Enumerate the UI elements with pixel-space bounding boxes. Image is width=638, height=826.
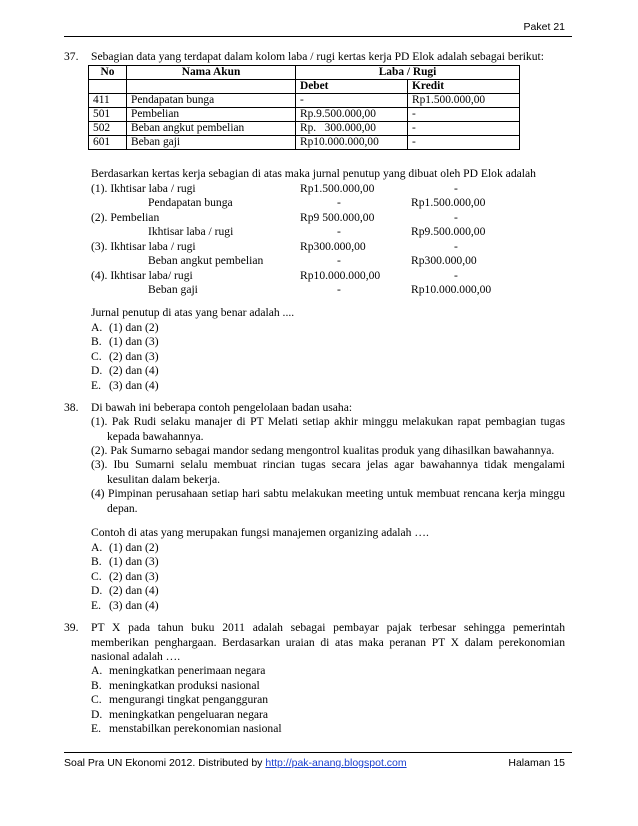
cell-no: 411: [89, 94, 127, 108]
q39-option-d[interactable]: [91, 708, 268, 722]
journal-account: Ikhtisar laba / rugi: [148, 225, 234, 238]
journal-debit: -: [337, 254, 341, 267]
cell-kredit: -: [408, 136, 520, 150]
footer-divider: [64, 752, 572, 753]
journal-credit: Rp10.000.000,00: [411, 283, 492, 296]
journal-credit: -: [454, 269, 458, 282]
footer-prefix: Soal Pra UN Ekonomi 2012. Distributed by: [64, 757, 263, 769]
q37-stem: Sebagian data yang terdapat dalam kolom laba / rugi kertas kerja PD Elok adalah sebagai berikut:: [91, 50, 544, 63]
q38-number: 38.: [64, 401, 79, 414]
q38-option-e[interactable]: [91, 599, 159, 613]
cell-kredit: Rp1.500.000,00: [408, 94, 520, 108]
q39-option-c[interactable]: [91, 693, 268, 707]
journal-account: Pendapatan bunga: [148, 196, 233, 209]
option-text: (2) dan (3): [109, 350, 159, 363]
option-letter: A.: [91, 321, 103, 334]
option-letter: A.: [91, 664, 103, 677]
journal-debit: -: [337, 196, 341, 209]
journal-credit: Rp1.500.000,00: [411, 196, 486, 209]
journal-debit: Rp9 500.000,00: [300, 211, 375, 224]
q38-question: Contoh di atas yang merupakan fungsi manajemen organizing adalah ….: [91, 526, 429, 539]
q38-stem: Di bawah ini beberapa contoh pengelolaan badan usaha:: [91, 401, 353, 414]
option-text: (1) dan (3): [109, 335, 159, 348]
q39-stem: PT X pada tahun buku 2011 adalah sebagai pembayar pajak terbesar sehingga pemerintah memberikan penghargaan. Berdasarkan uraian di atas maka peranan PT X dalam perekonomian nasional adalah ….: [91, 621, 565, 663]
option-text: meningkatkan produksi nasional: [109, 679, 260, 692]
q37-option-e[interactable]: [91, 379, 159, 393]
q37-number: 37.: [64, 50, 79, 63]
option-text: meningkatkan penerimaan negara: [109, 664, 266, 677]
cell-kredit: -: [408, 108, 520, 122]
footer-source: [64, 757, 407, 769]
option-letter: B.: [91, 679, 102, 692]
option-letter: B.: [91, 555, 102, 568]
q38-item-2: (2). Pak Sumarno sebagai mandor sedang mengontrol kualitas produk yang dihasilkan bawahannya.: [91, 444, 555, 457]
option-letter: C.: [91, 570, 102, 583]
option-letter: E.: [91, 599, 101, 612]
q38-option-c[interactable]: [91, 570, 159, 584]
option-text: (3) dan (4): [109, 599, 159, 612]
q38-option-d[interactable]: [91, 584, 159, 598]
q38-option-b[interactable]: [91, 555, 159, 569]
col-no-header: No: [89, 66, 127, 80]
option-letter: D.: [91, 708, 103, 721]
option-text: menstabilkan perekonomian nasional: [109, 722, 282, 735]
q39-option-e[interactable]: [91, 722, 282, 736]
q38-item-4: (4) Pimpinan perusahaan setiap hari sabtu melakukan meeting untuk membuat rencana kerja minggu depan.: [91, 487, 565, 515]
q38-item-3: (3). Ibu Sumarni selalu membuat rincian tugas secara jelas agar bawahannya tidak mengalami kesulitan dalam bekerja.: [91, 458, 565, 486]
col-laba-rugi-header: Laba / Rugi: [296, 66, 520, 80]
option-letter: A.: [91, 541, 103, 554]
journal-debit: Rp300.000,00: [300, 240, 366, 253]
option-text: (3) dan (4): [109, 379, 159, 392]
blank-cell: [127, 80, 296, 94]
cell-debet: Rp.9.500.000,00: [296, 108, 408, 122]
cell-no: 502: [89, 122, 127, 136]
journal-debit: -: [337, 283, 341, 296]
option-letter: E.: [91, 722, 101, 735]
cell-name: Pendapatan bunga: [127, 94, 296, 108]
cell-kredit: -: [408, 122, 520, 136]
header-divider: [64, 36, 572, 37]
cell-name: Beban angkut pembelian: [127, 122, 296, 136]
option-letter: C.: [91, 350, 102, 363]
journal-account: Beban gaji: [148, 283, 198, 296]
option-letter: C.: [91, 693, 102, 706]
q39-number: 39.: [64, 621, 79, 634]
table-row: [89, 136, 520, 150]
col-kredit-header: Kredit: [408, 80, 520, 94]
col-name-header: Nama Akun: [127, 66, 296, 80]
cell-no: 501: [89, 108, 127, 122]
profit-loss-table: [88, 65, 520, 150]
journal-account: (4). Ikhtisar laba/ rugi: [91, 269, 193, 282]
cell-name: Beban gaji: [127, 136, 296, 150]
journal-debit: Rp1.500.000,00: [300, 182, 375, 195]
option-text: (1) dan (2): [109, 321, 159, 334]
journal-debit: -: [337, 225, 341, 238]
journal-account: (3). Ikhtisar laba / rugi: [91, 240, 196, 253]
option-letter: E.: [91, 379, 101, 392]
journal-account: (1). Ikhtisar laba / rugi: [91, 182, 196, 195]
option-letter: D.: [91, 364, 103, 377]
blank-cell: [89, 80, 127, 94]
table-row: [89, 108, 520, 122]
option-text: meningkatkan pengeluaran negara: [109, 708, 269, 721]
footer-page-number: Halaman 15: [508, 757, 565, 769]
cell-name: Pembelian: [127, 108, 296, 122]
q37-intro: Berdasarkan kertas kerja sebagian di atas maka jurnal penutup yang dibuat oleh PD Elok adalah: [91, 167, 536, 180]
cell-debet: Rp10.000.000,00: [296, 136, 408, 150]
table-row: [89, 94, 520, 108]
journal-credit: Rp9.500.000,00: [411, 225, 486, 238]
q37-option-d[interactable]: [91, 364, 159, 378]
journal-account: Beban angkut pembelian: [148, 254, 264, 267]
journal-account: (2). Pembelian: [91, 211, 160, 224]
q38-item-1: (1). Pak Rudi selaku manajer di PT Melati setiap akhir minggu melakukan rapat pembagian tugas kepada bawahannya.: [91, 415, 565, 443]
journal-debit: Rp10.000.000,00: [300, 269, 381, 282]
option-text: (2) dan (3): [109, 570, 159, 583]
table-row: [89, 122, 520, 136]
option-letter: B.: [91, 335, 102, 348]
option-text: (1) dan (2): [109, 541, 159, 554]
col-debet-header: Debet: [296, 80, 408, 94]
q37-question: Jurnal penutup di atas yang benar adalah ....: [91, 306, 295, 319]
journal-credit: -: [454, 211, 458, 224]
q38-option-a[interactable]: [91, 541, 159, 555]
q39-option-b[interactable]: [91, 679, 260, 693]
option-text: (1) dan (3): [109, 555, 159, 568]
option-text: (2) dan (4): [109, 364, 159, 377]
cell-debet: Rp. 300.000,00: [296, 122, 408, 136]
cell-no: 601: [89, 136, 127, 150]
option-letter: D.: [91, 584, 103, 597]
q37-option-c[interactable]: [91, 350, 159, 364]
journal-credit: Rp300.000,00: [411, 254, 477, 267]
q37-option-b[interactable]: [91, 335, 159, 349]
journal-credit: -: [454, 240, 458, 253]
option-text: (2) dan (4): [109, 584, 159, 597]
journal-credit: -: [454, 182, 458, 195]
q37-option-a[interactable]: [91, 321, 159, 335]
cell-debet: -: [296, 94, 408, 108]
option-text: mengurangi tingkat pengangguran: [109, 693, 269, 706]
page-label: Paket 21: [523, 21, 565, 33]
footer-link[interactable]: http://pak-anang.blogspot.com: [265, 757, 407, 769]
q39-option-a[interactable]: [91, 664, 265, 678]
